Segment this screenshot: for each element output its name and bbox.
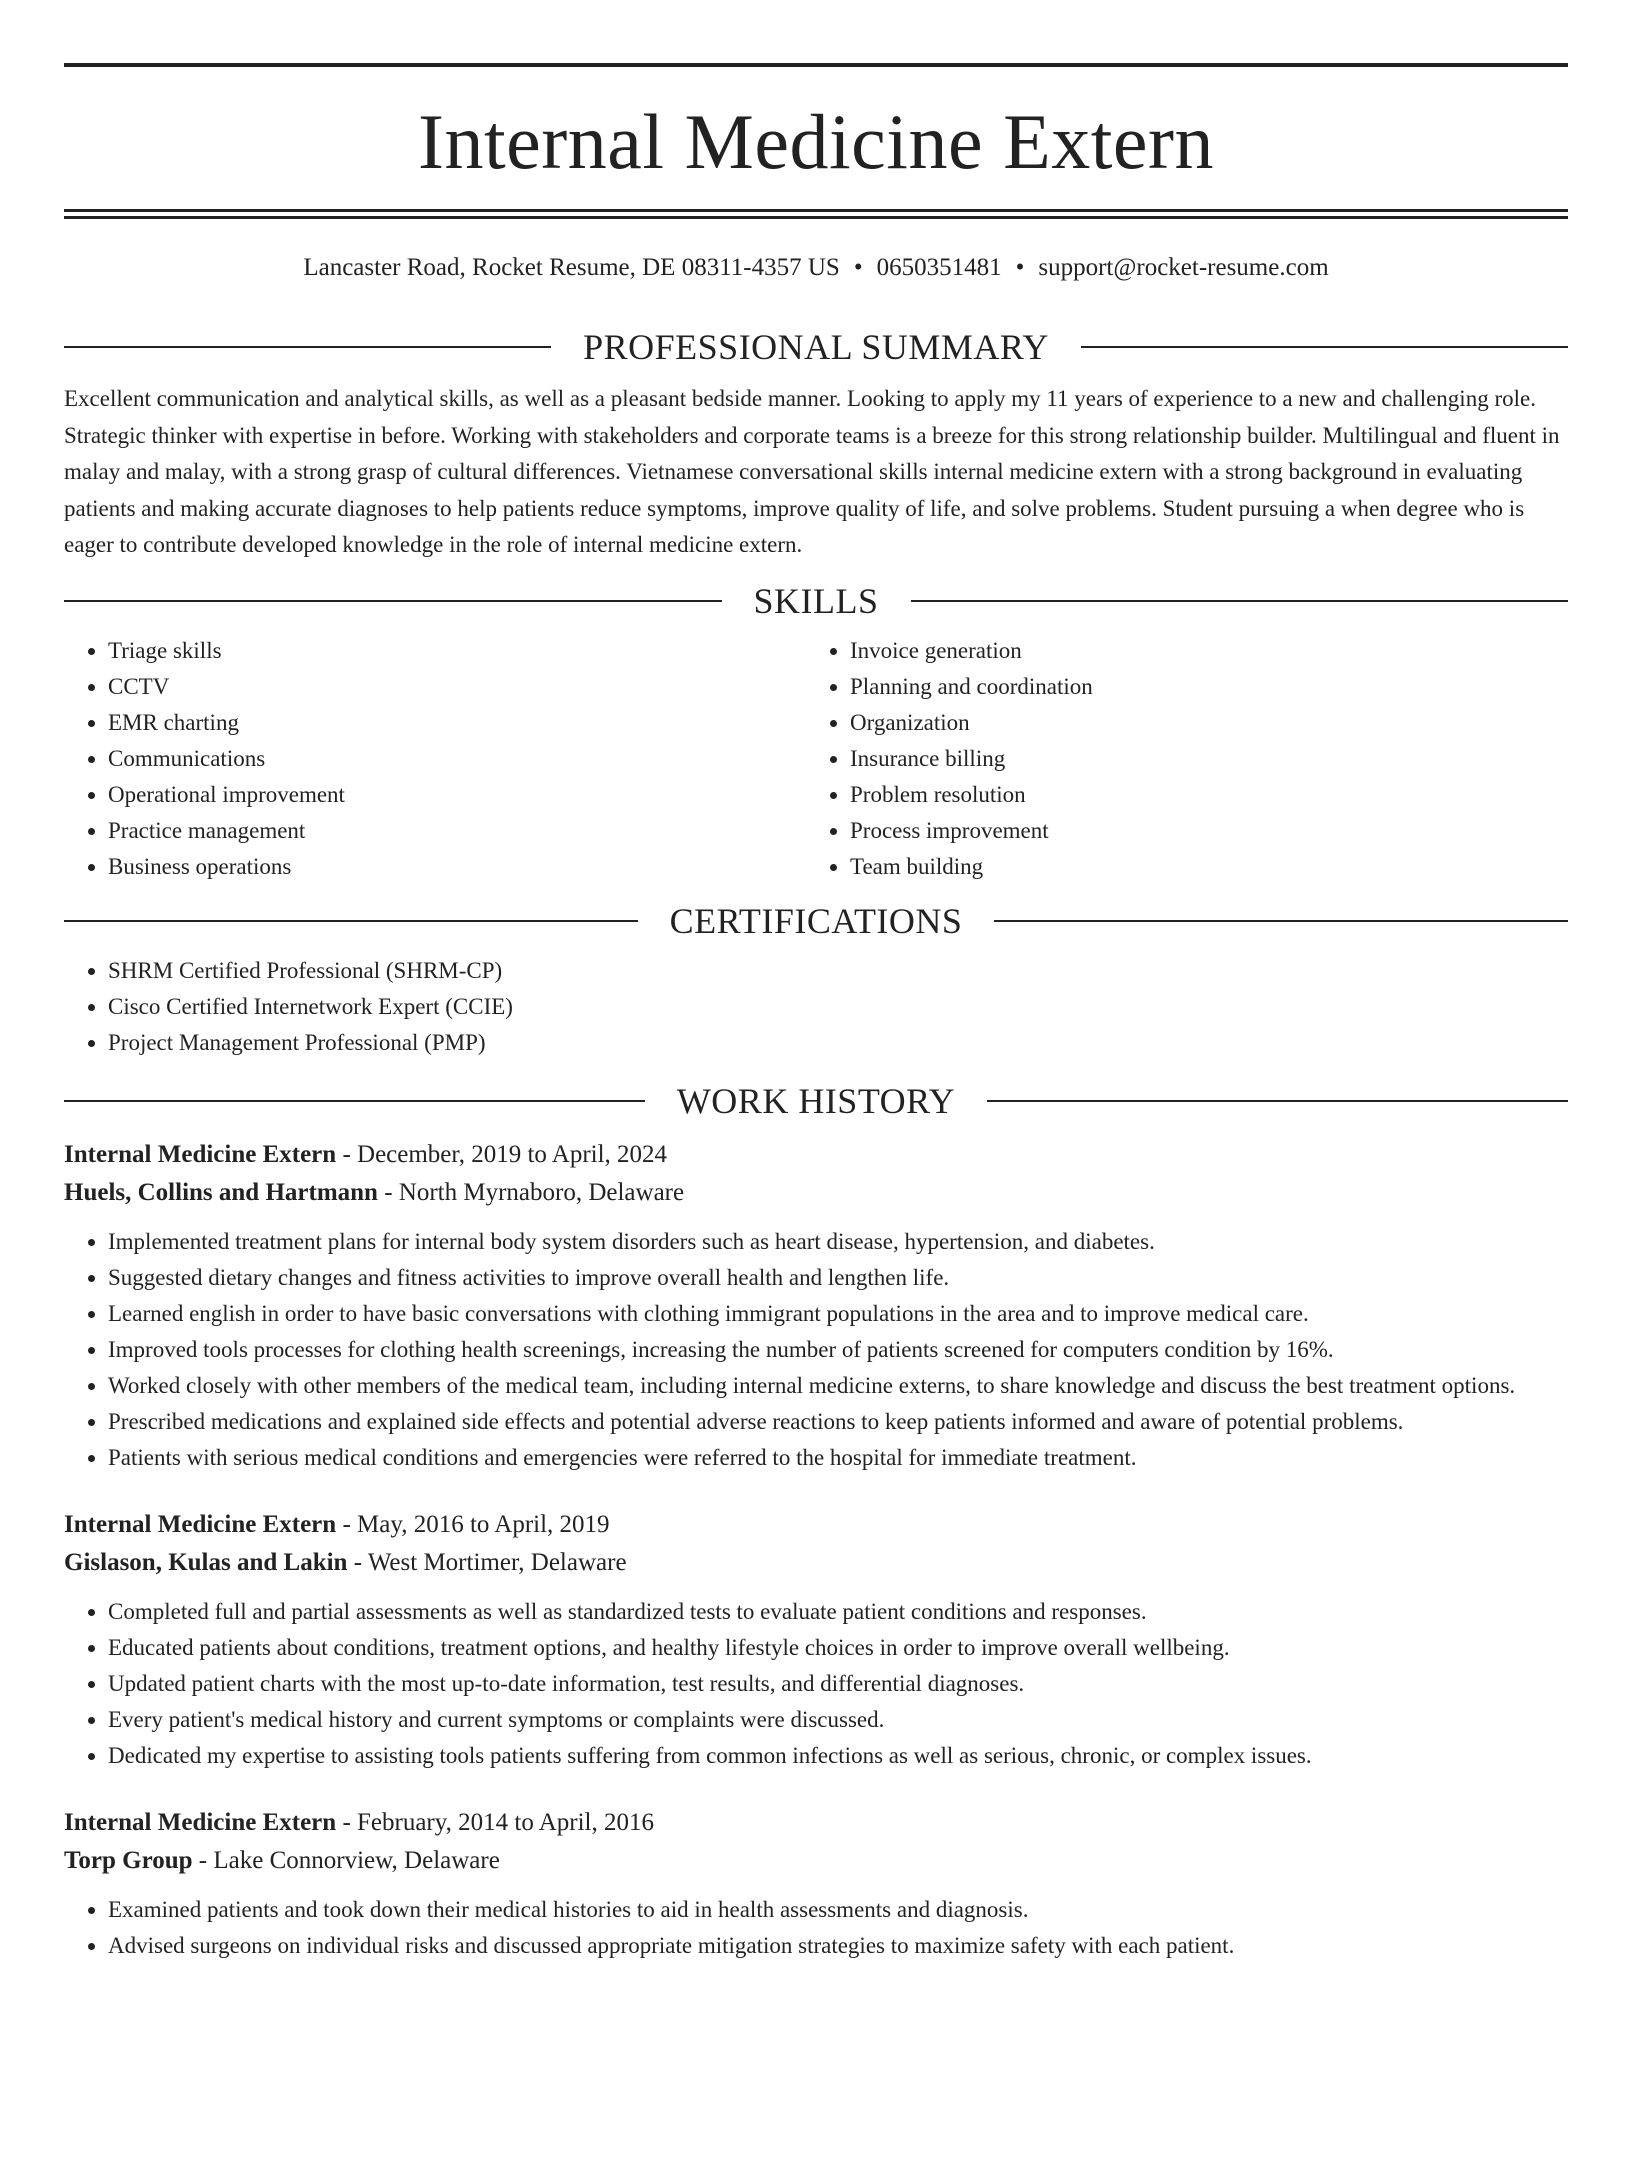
job-dates: - May, 2016 to April, 2019: [336, 1510, 610, 1538]
job-duty: • Patients with serious medical conditions and emergencies were referred to the hospital for immediate treatment.: [108, 1440, 1568, 1476]
top-rule: [64, 63, 1568, 67]
job-location: - Lake Connorview, Delaware: [192, 1846, 500, 1874]
divider: [911, 600, 1569, 602]
contact-separator: •: [853, 254, 863, 281]
job-company-line: [64, 1842, 1568, 1880]
certifications-heading: CERTIFICATIONS: [669, 900, 963, 941]
skill-item: • Invoice generation: [850, 633, 1548, 669]
skills-column-left: [64, 633, 806, 885]
job-company: Huels, Collins and Hartmann: [64, 1178, 378, 1206]
job-company: Torp Group: [64, 1846, 193, 1874]
divider: [64, 346, 551, 348]
job-title: Internal Medicine Extern: [64, 1808, 337, 1836]
job-dates: - December, 2019 to April, 2024: [336, 1140, 668, 1168]
job-entry: [64, 1804, 1568, 1964]
resume-page: [0, 63, 1632, 2175]
contact-separator: •: [1015, 254, 1025, 281]
work-history-section-header: [64, 1081, 1568, 1121]
resume-name: Internal Medicine Extern: [418, 98, 1214, 185]
job-title: Internal Medicine Extern: [64, 1510, 337, 1538]
job-title-line: [64, 1506, 1568, 1544]
skill-item: • Practice management: [108, 813, 806, 849]
job-duty: • Suggested dietary changes and fitness activities to improve overall health and lengthen life.: [108, 1260, 1568, 1296]
certification-item: • Project Management Professional (PMP): [108, 1025, 1568, 1061]
skill-item: • CCTV: [108, 669, 806, 705]
job-location: - West Mortimer, Delaware: [347, 1548, 627, 1576]
job-duty: • Educated patients about conditions, treatment options, and healthy lifestyle choices in order to improve overall wellbeing.: [108, 1630, 1568, 1666]
skill-item: • Organization: [850, 705, 1548, 741]
job-company-line: [64, 1174, 1568, 1212]
job-duty: • Implemented treatment plans for internal body system disorders such as heart disease, hypertension, and diabetes.: [108, 1224, 1568, 1260]
job-duty: • Every patient's medical history and current symptoms or complaints were discussed.: [108, 1702, 1568, 1738]
skill-item: • Insurance billing: [850, 741, 1548, 777]
contact-line: [64, 253, 1568, 283]
summary-heading: PROFESSIONAL SUMMARY: [583, 327, 1049, 367]
contact-phone: 0650351481: [876, 254, 1002, 281]
job-duty: • Dedicated my expertise to assisting tools patients suffering from common infections as well as serious, chronic, or complex issues.: [108, 1738, 1568, 1774]
skill-item: • Operational improvement: [108, 777, 806, 813]
certification-item: • SHRM Certified Professional (SHRM-CP): [108, 953, 1568, 989]
skill-item: • Business operations: [108, 849, 806, 885]
skill-item: • Process improvement: [850, 813, 1548, 849]
job-duties-list: [64, 1594, 1568, 1774]
job-title-line: [64, 1804, 1568, 1842]
certifications-section-header: [64, 901, 1568, 941]
divider: [987, 1100, 1568, 1102]
job-duty: • Advised surgeons on individual risks and discussed appropriate mitigation strategies to maximize safety with each patient.: [108, 1928, 1568, 1964]
job-entry: [64, 1136, 1568, 1476]
divider: [64, 600, 722, 602]
job-duty: • Worked closely with other members of the medical team, including internal medicine externs, to share knowledge and discuss the best treatment options.: [108, 1368, 1568, 1404]
job-duty: • Updated patient charts with the most up-to-date information, test results, and differential diagnoses.: [108, 1666, 1568, 1702]
summary-section-header: [64, 327, 1568, 367]
summary-text: Excellent communication and analytical skills, as well as a pleasant bedside manner. Looking to apply my 11 years of experience to a new and challenging role. Strategic thinker with expertise in before. Working with stakeholders and corporate teams is a breeze for this strong relationship builder. Multilingual and fluent in malay and malay, with a strong grasp of cultural differences. Vietnamese conversational skills internal medicine extern with a strong background in evaluating patients and making accurate diagnoses to help patients reduce symptoms, improve quality of life, and solve problems. Student pursuing a when degree who is eager to contribute developed knowledge in the role of internal medicine extern.: [64, 386, 1560, 557]
divider: [64, 1100, 645, 1102]
skill-item: • Communications: [108, 741, 806, 777]
divider: [994, 920, 1568, 922]
skills-heading: SKILLS: [753, 580, 879, 621]
job-title-line: [64, 1136, 1568, 1174]
skill-item: • Planning and coordination: [850, 669, 1548, 705]
job-duty: • Improved tools processes for clothing health screenings, increasing the number of patients screened for computers condition by 16%.: [108, 1332, 1568, 1368]
skill-item: • Team building: [850, 849, 1548, 885]
certifications-list: [64, 953, 1568, 1061]
job-duties-list: [64, 1224, 1568, 1476]
job-duty: • Learned english in order to have basic conversations with clothing immigrant populations in the area and to improve medical care.: [108, 1296, 1568, 1332]
job-entry: [64, 1506, 1568, 1774]
divider: [64, 920, 638, 922]
job-location: - North Myrnaboro, Delaware: [377, 1178, 685, 1206]
job-duty: • Examined patients and took down their medical histories to aid in health assessments and diagnosis.: [108, 1892, 1568, 1928]
job-company-line: [64, 1544, 1568, 1582]
divider: [1081, 346, 1568, 348]
skill-item: • Problem resolution: [850, 777, 1548, 813]
job-duty: • Prescribed medications and explained side effects and potential adverse reactions to keep patients informed and aware of potential problems.: [108, 1404, 1568, 1440]
double-rule: [64, 209, 1568, 219]
job-duty: • Completed full and partial assessments as well as standardized tests to evaluate patient conditions and responses.: [108, 1594, 1568, 1630]
job-title: Internal Medicine Extern: [64, 1140, 337, 1168]
skills-list: [64, 633, 1568, 885]
contact-address: Lancaster Road, Rocket Resume, DE 08311-4357 US: [303, 254, 840, 281]
certification-item: • Cisco Certified Internetwork Expert (CCIE): [108, 989, 1568, 1025]
work-history-heading: WORK HISTORY: [676, 1080, 956, 1121]
skills-section-header: [64, 581, 1568, 621]
skills-column-right: [806, 633, 1548, 885]
contact-email: support@rocket-resume.com: [1038, 254, 1329, 281]
job-dates: - February, 2014 to April, 2016: [336, 1808, 654, 1836]
skill-item: • Triage skills: [108, 633, 806, 669]
skill-item: • EMR charting: [108, 705, 806, 741]
job-duties-list: [64, 1892, 1568, 1964]
job-company: Gislason, Kulas and Lakin: [64, 1548, 348, 1576]
